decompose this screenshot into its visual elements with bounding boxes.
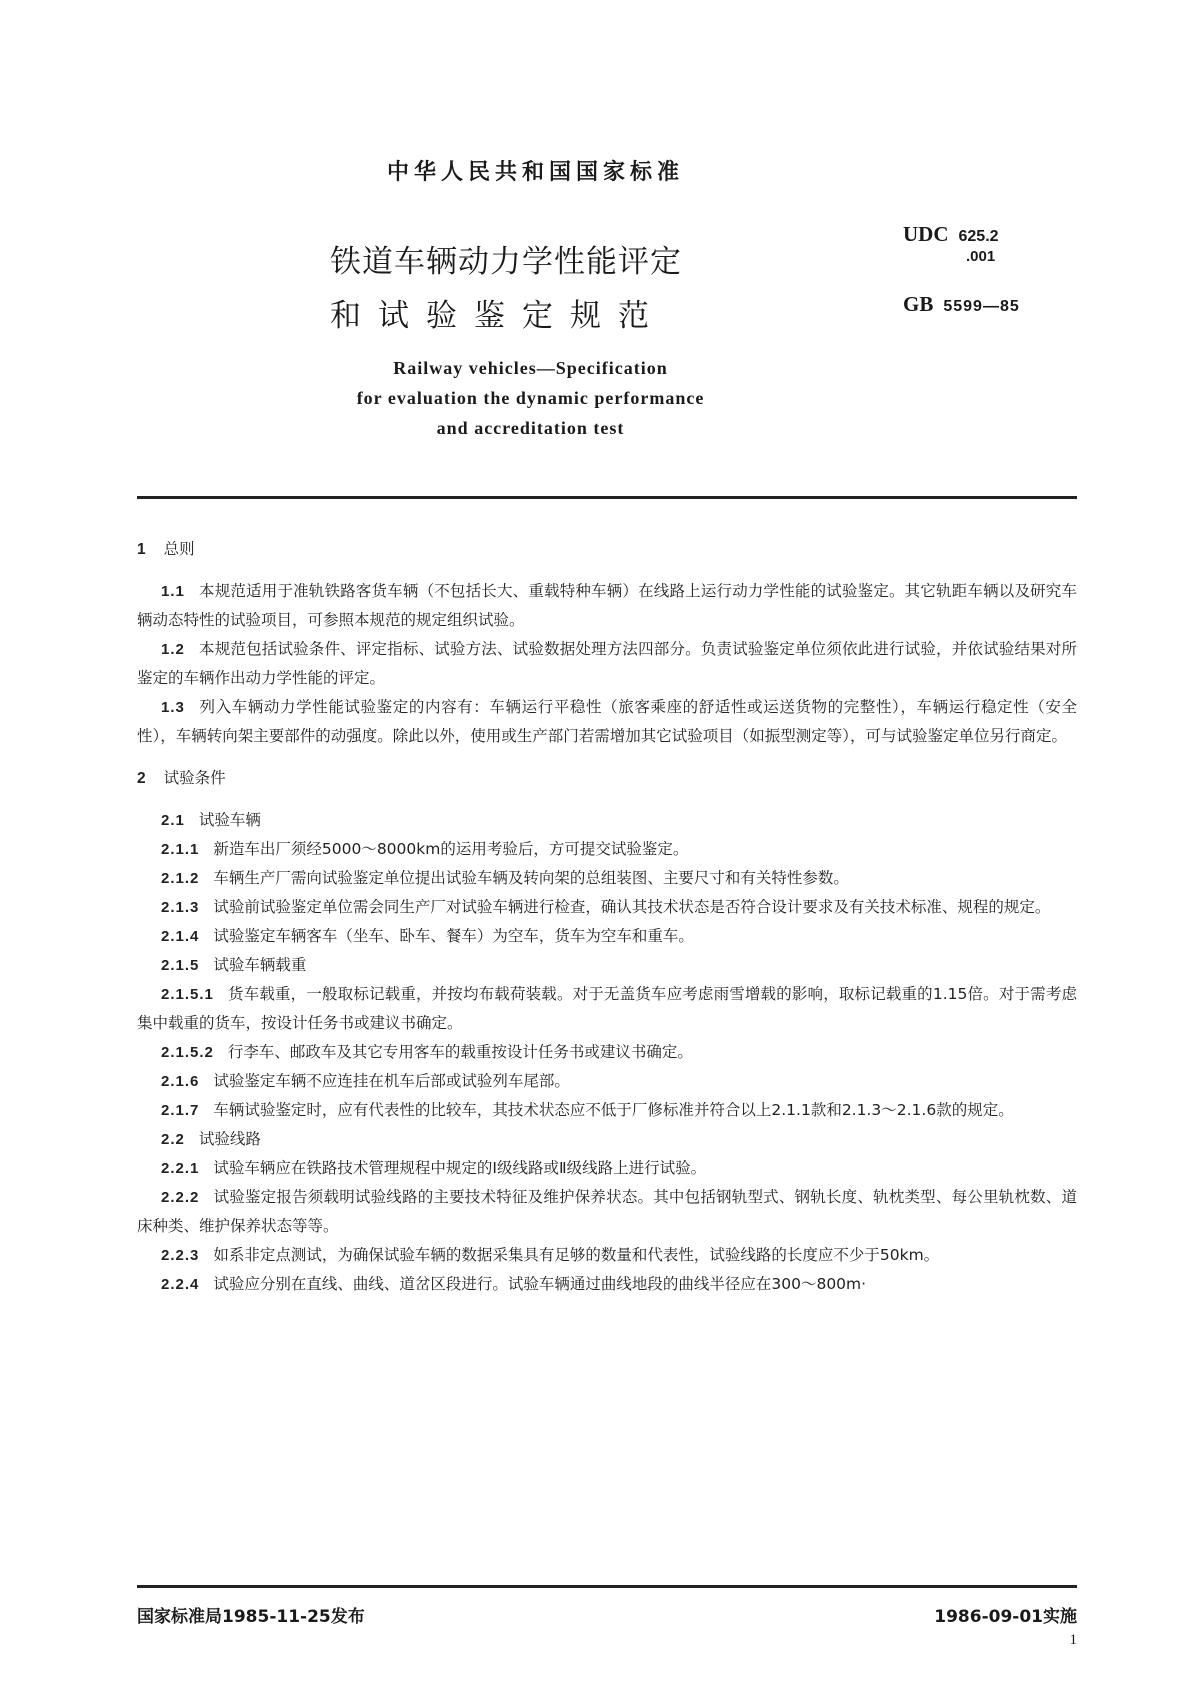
- clause: [137, 635, 1077, 693]
- issue-date: 国家标准局1985-11-25发布: [137, 1607, 365, 1627]
- clause: [137, 864, 1077, 893]
- clause-number: 2.1.4: [161, 928, 200, 945]
- title-en-line2: for evaluation the dynamic performance: [356, 388, 705, 408]
- section-heading: [137, 535, 1077, 564]
- clause: [137, 1125, 1077, 1154]
- section-number: 2: [137, 770, 146, 787]
- clause: [137, 693, 1077, 751]
- section-title: 总则: [163, 540, 195, 558]
- clause-text: 试验鉴定车辆不应连挂在机车后部或试验列车尾部。: [213, 1072, 570, 1090]
- clause-number: 2.1.3: [161, 899, 200, 916]
- clause-number: 2.2.4: [161, 1276, 200, 1293]
- clause-text: 如系非定点测试，为确保试验车辆的数据采集具有足够的数量和代表性，试验线路的长度应不少于50km。: [213, 1246, 940, 1264]
- clause-text: 试验前试验鉴定单位需会同生产厂对试验车辆进行检查，确认其技术状态是否符合设计要求及有关技术标准、规程的规定。: [213, 898, 1051, 916]
- clause-text: 货车载重，一般取标记载重，并按均布载荷装载。对于无盖货车应考虑雨雪增载的影响，取标记载重的1.15倍。对于需考虑集中载重的货车，按设计任务书或建议书确定。: [137, 985, 1077, 1032]
- udc-label: UDC: [903, 222, 949, 246]
- effective-date: 1986-09-01实施: [934, 1607, 1077, 1627]
- clause-text: 本规范适用于准轨铁路客货车辆（不包括长大、重载特种车辆）在线路上运行动力学性能的试验鉴定。其它轨距车辆以及研究车辆动态特性的试验项目，可参照本规范的规定组织试验。: [137, 582, 1077, 629]
- clause-number: 2.2.3: [161, 1247, 200, 1264]
- udc-code-sub: .001: [966, 248, 996, 265]
- gb-label: GB: [903, 292, 934, 316]
- clause-text: 行李车、邮政车及其它专用客车的载重按设计任务书或建议书确定。: [227, 1043, 693, 1061]
- clause: [137, 1154, 1077, 1183]
- clause-number: 2.1.5.1: [161, 986, 214, 1003]
- section-number: 1: [137, 541, 146, 558]
- clause: [137, 1067, 1077, 1096]
- clause-number: 2.2.2: [161, 1189, 200, 1206]
- clause-text: 试验车辆: [198, 811, 261, 829]
- clause-text: 新造车出厂须经5000～8000km的运用考验后，方可提交试验鉴定。: [213, 840, 689, 858]
- clause-number: 2.1: [161, 812, 185, 829]
- clause: [137, 1096, 1077, 1125]
- clause-number: 2.1.1: [161, 841, 200, 858]
- clause-number: 1.2: [161, 641, 185, 658]
- clause: [137, 577, 1077, 635]
- clause-number: 2.1.6: [161, 1073, 200, 1090]
- clause: [137, 1183, 1077, 1241]
- clause-text: 本规范包括试验条件、评定指标、试验方法、试验数据处理方法四部分。负责试验鉴定单位须依此进行试验，并依试验结果对所鉴定的车辆作出动力学性能的评定。: [137, 640, 1077, 687]
- footer-divider: [137, 1585, 1077, 1588]
- udc-code-main: 625.2: [958, 228, 999, 245]
- clause-text: 车辆试验鉴定时，应有代表性的比较车，其技术状态应不低于厂修标准并符合以上2.1.1款和2.1.3～2.1.6款的规定。: [213, 1101, 1014, 1119]
- clause: [137, 951, 1077, 980]
- clause: [137, 1270, 1077, 1299]
- clause-text: 车辆生产厂需向试验鉴定单位提出试验车辆及转向架的总组装图、主要尺寸和有关特性参数。: [213, 869, 849, 887]
- clause-text: 试验鉴定报告须载明试验线路的主要技术特征及维护保养状态。其中包括钢轨型式、钢轨长度、轨枕类型、每公里轨枕数、道床种类、维护保养状态等等。: [137, 1188, 1077, 1235]
- clause-text: 列入车辆动力学性能试验鉴定的内容有：车辆运行平稳性（旅客乘座的舒适性或运送货物的完整性），车辆运行稳定性（安全性），车辆转向架主要部件的动强度。除此以外，使用或生产部门若需增加其它试验项目（如振型测定等），可与试验鉴定单位另行商定。: [137, 698, 1077, 745]
- clause-number: 2.2.1: [161, 1160, 200, 1177]
- nation-standard-heading: 中华人民共和国国家标准: [386, 160, 684, 185]
- clause-number: 2.1.7: [161, 1102, 200, 1119]
- clause-number: 1.1: [161, 583, 185, 600]
- gb-number: 5599—85: [943, 298, 1020, 315]
- title-zh-line1: 铁道车辆动力学性能评定: [330, 244, 682, 280]
- clause: [137, 980, 1077, 1038]
- clause-text: 试验鉴定车辆客车（坐车、卧车、餐车）为空车，货车为空车和重车。: [213, 927, 694, 945]
- section-heading: [137, 764, 1077, 793]
- clause-text: 试验线路: [198, 1130, 261, 1148]
- clause-number: 2.1.5.2: [161, 1044, 214, 1061]
- page-number: 1: [1069, 1632, 1077, 1648]
- clause-text: 试验应分别在直线、曲线、道岔区段进行。试验车辆通过曲线地段的曲线半径应在300～800m·: [213, 1275, 867, 1293]
- document-body: [137, 535, 1077, 1299]
- clause-number: 2.1.5: [161, 957, 200, 974]
- title-en-line3: and accreditation test: [436, 418, 625, 438]
- clause-number: 2.1.2: [161, 870, 200, 887]
- clause: [137, 1038, 1077, 1067]
- title-en-line1: Railway vehicles—Specification: [393, 358, 668, 378]
- header-divider: [137, 496, 1077, 499]
- clause: [137, 893, 1077, 922]
- section-title: 试验条件: [163, 769, 226, 787]
- clause: [137, 835, 1077, 864]
- clause-number: 2.2: [161, 1131, 185, 1148]
- clause: [137, 1241, 1077, 1270]
- udc-code: [903, 222, 999, 247]
- clause: [137, 922, 1077, 951]
- gb-code: [903, 292, 1020, 317]
- clause-number: 1.3: [161, 699, 185, 716]
- clause: [137, 806, 1077, 835]
- clause-text: 试验车辆载重: [213, 956, 307, 974]
- title-zh-line2: 和试验鉴定规范: [330, 298, 666, 334]
- clause-text: 试验车辆应在铁路技术管理规程中规定的Ⅰ级线路或Ⅱ级线路上进行试验。: [213, 1159, 707, 1177]
